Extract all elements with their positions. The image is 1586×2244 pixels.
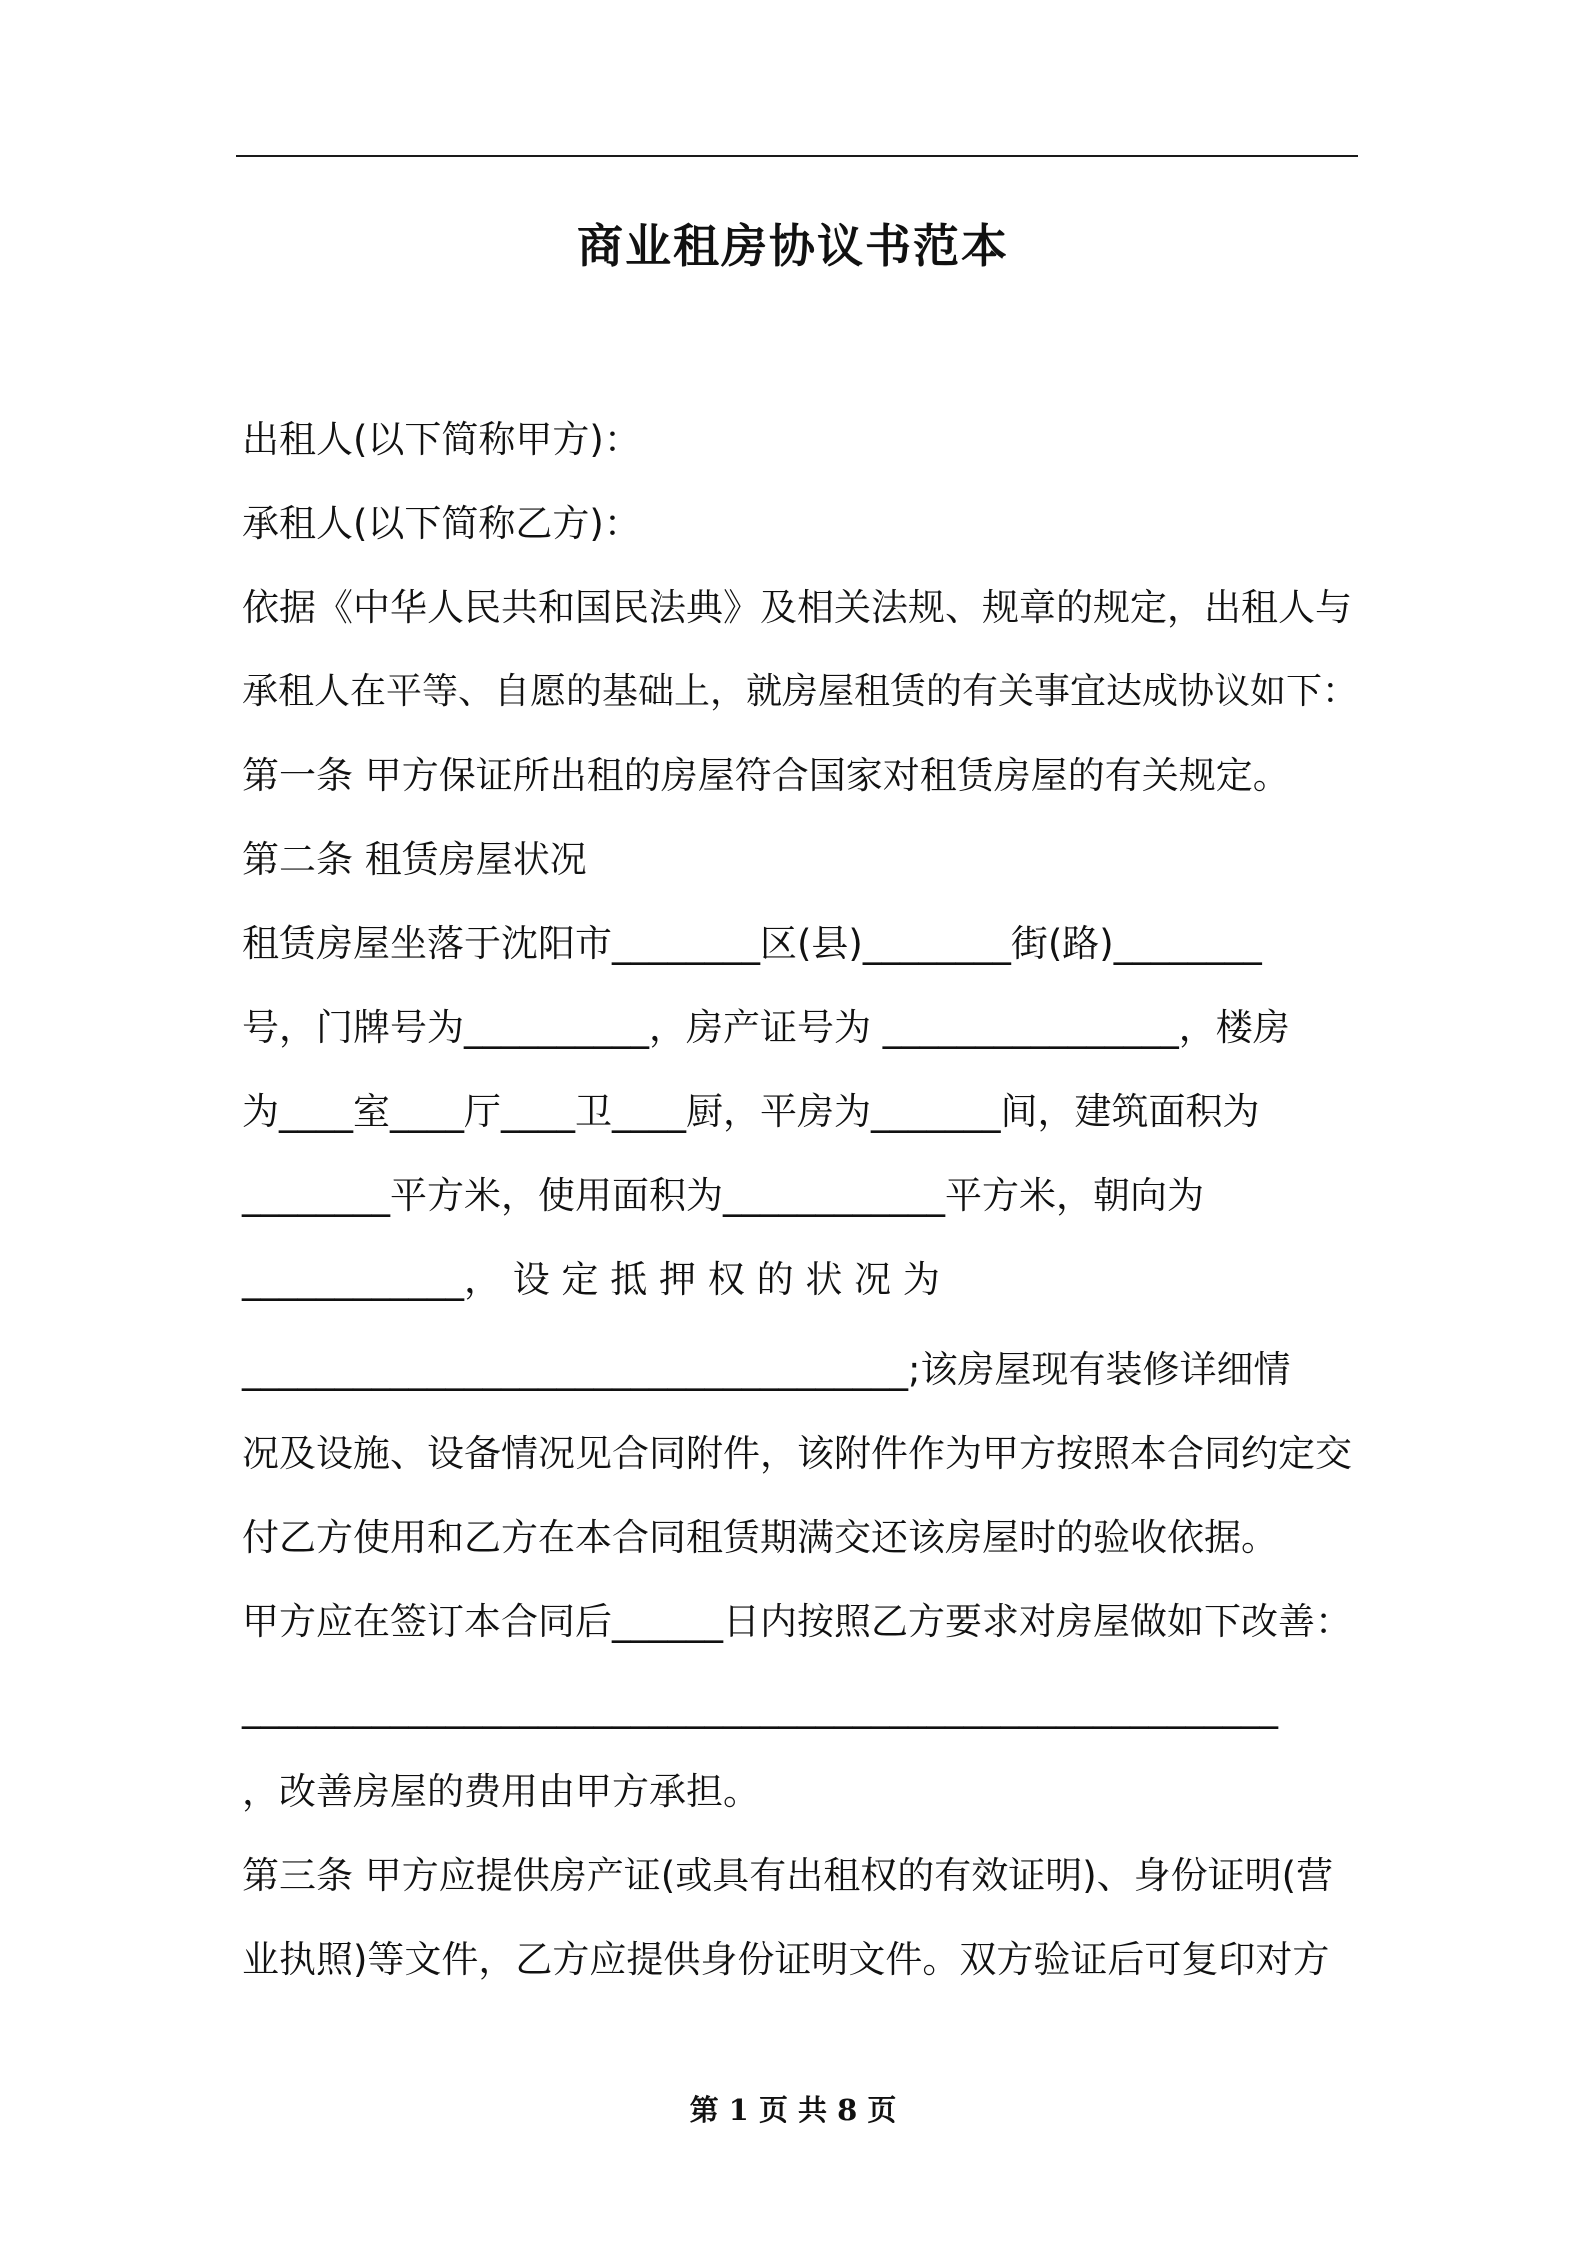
- article-2-line-4: ________平方米，使用面积为____________平方米，朝向为: [242, 1174, 1204, 1217]
- article-2-line-5: ____________， 设 定 抵 押 权 的 状 况 为: [242, 1258, 940, 1301]
- article-2-line-2: 号，门牌号为__________，房产证号为 ________________，楼房: [242, 1006, 1290, 1049]
- article-3-line-2: 业执照)等文件，乙方应提供身份证明文件。双方验证后可复印对方: [242, 1938, 1330, 1981]
- article-2-heading: 第二条 租赁房屋状况: [242, 838, 587, 881]
- document-title: 商业租房协议书范本: [577, 219, 1009, 273]
- improvement-blank-line: ________________________________________________________: [242, 1686, 1278, 1729]
- preamble-line-1: 依据《中华人民共和国民法典》及相关法规、规章的规定，出租人与: [242, 586, 1352, 629]
- article-3-line-1: 第三条 甲方应提供房产证(或具有出租权的有效证明)、身份证明(营: [242, 1854, 1334, 1897]
- article-2-line-1: 租赁房屋坐落于沈阳市________区(县)________街(路)________: [242, 922, 1262, 965]
- article-2-line-3: 为____室____厅____卫____厨，平房为_______间，建筑面积为: [242, 1090, 1260, 1133]
- lessor-line: 出租人(以下简称甲方)：: [242, 418, 641, 461]
- improvement-cost-line: ，改善房屋的费用由甲方承担。: [242, 1770, 760, 1813]
- improvement-line: 甲方应在签订本合同后______日内按照乙方要求对房屋做如下改善：: [242, 1600, 1352, 1643]
- page-number: 第 1 页 共 8 页: [689, 2093, 897, 2127]
- preamble-line-2: 承租人在平等、自愿的基础上，就房屋租赁的有关事宜达成协议如下：: [242, 671, 1359, 712]
- article-2-line-8: 付乙方使用和乙方在本合同租赁期满交还该房屋时的验收依据。: [242, 1516, 1278, 1559]
- article-2-line-6: ____________________________________;该房屋现有装修详细情: [242, 1348, 1291, 1391]
- lessee-line: 承租人(以下简称乙方)：: [242, 502, 641, 545]
- article-1-line: 第一条 甲方保证所出租的房屋符合国家对租赁房屋的有关规定。: [242, 754, 1290, 797]
- header-rule: [236, 155, 1358, 157]
- article-2-line-7: 况及设施、设备情况见合同附件，该附件作为甲方按照本合同约定交: [242, 1432, 1352, 1475]
